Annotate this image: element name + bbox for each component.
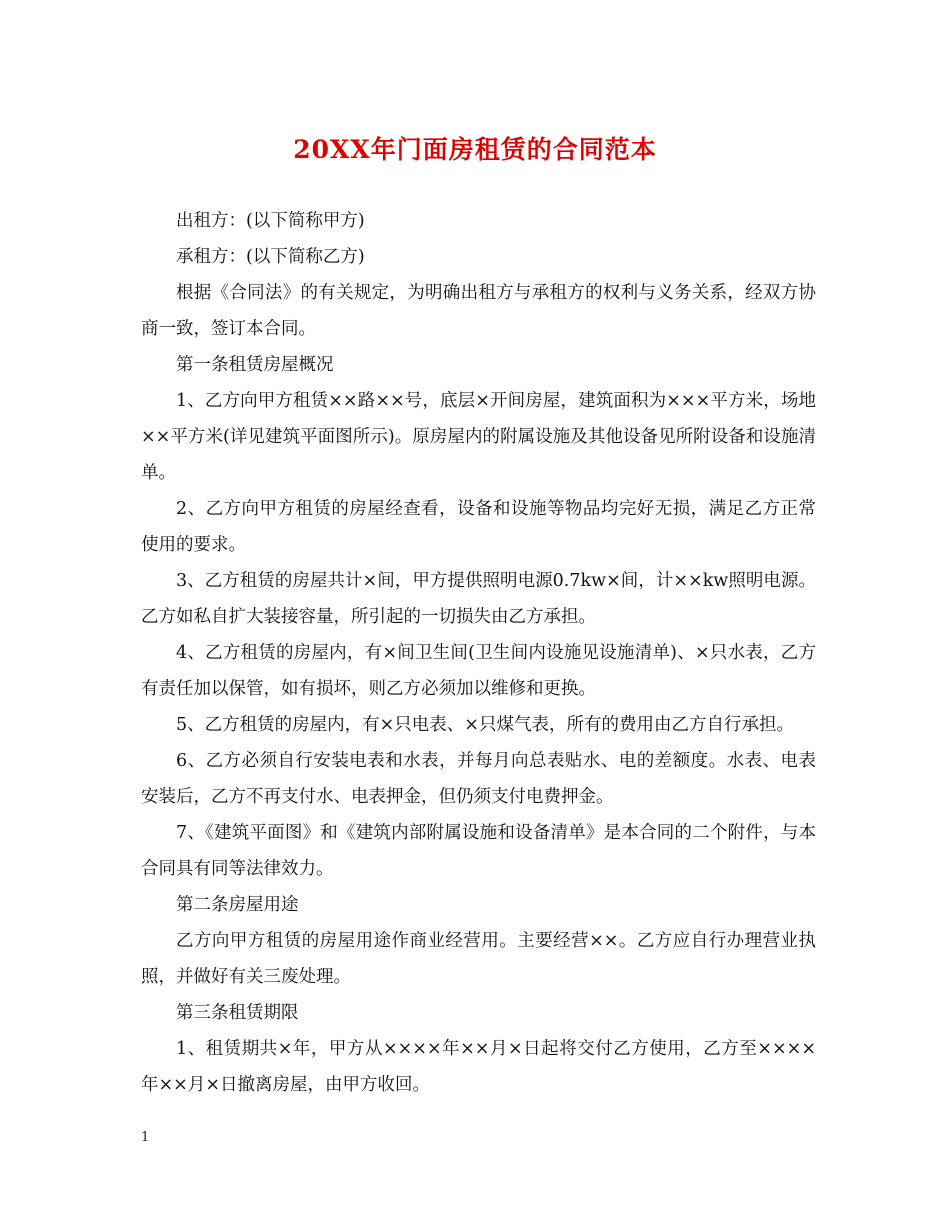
section-heading-2: 第二条房屋用途: [176, 895, 299, 915]
paragraph-1-4: 4、乙方租赁的房屋内，有×间卫生间(卫生间内设施见设施清单)、×只水表，乙方有责任加以保管，如有损坏，则乙方必须加以维修和更换。: [141, 643, 816, 699]
paragraph-preamble: 根据《合同法》的有关规定，为明确出租方与承租方的权利与义务关系，经双方协商一致，签订本合同。: [141, 283, 816, 339]
section-heading-1: 第一条租赁房屋概况: [176, 355, 334, 375]
page-number: 1: [141, 1130, 150, 1145]
section-heading-3: 第三条租赁期限: [176, 1003, 299, 1023]
paragraph-2-1: 乙方向甲方租赁的房屋用途作商业经营用。主要经营××。乙方应自行办理营业执照，并做好有关三废处理。: [141, 931, 816, 987]
paragraph-3-1: 1、租赁期共×年，甲方从××××年××月×日起将交付乙方使用，乙方至××××年××月×日撤离房屋，由甲方收回。: [141, 1039, 816, 1095]
paragraph-1-2: 2、乙方向甲方租赁的房屋经查看，设备和设施等物品均完好无损，满足乙方正常使用的要求。: [141, 499, 816, 555]
paragraph-1-6: 6、乙方必须自行安装电表和水表，并每月向总表贴水、电的差额度。水表、电表安装后，乙方不再支付水、电表押金，但仍须支付电费押金。: [141, 751, 816, 807]
paragraph-1-5: 5、乙方租赁的房屋内，有×只电表、×只煤气表，所有的费用由乙方自行承担。: [176, 715, 794, 735]
paragraph-lessee: 承租方：(以下简称乙方): [176, 247, 365, 267]
paragraph-1-3: 3、乙方租赁的房屋共计×间，甲方提供照明电源0.7kw×间，计××kw照明电源。乙方如私自扩大装接容量，所引起的一切损失由乙方承担。: [141, 571, 816, 627]
document-body: [141, 203, 816, 1103]
paragraph-lessor: 出租方：(以下简称甲方): [176, 211, 365, 231]
document-title: 20XX年门面房租赁的合同范本: [293, 135, 657, 164]
paragraph-1-1: 1、乙方向甲方租赁××路××号，底层×开间房屋，建筑面积为×××平方米，场地××平方米(详见建筑平面图所示)。原房屋内的附属设施及其他设备见所附设备和设施清单。: [141, 391, 816, 483]
paragraph-1-7: 7、《建筑平面图》和《建筑内部附属设施和设备清单》是本合同的二个附件，与本合同具有同等法律效力。: [141, 823, 816, 879]
